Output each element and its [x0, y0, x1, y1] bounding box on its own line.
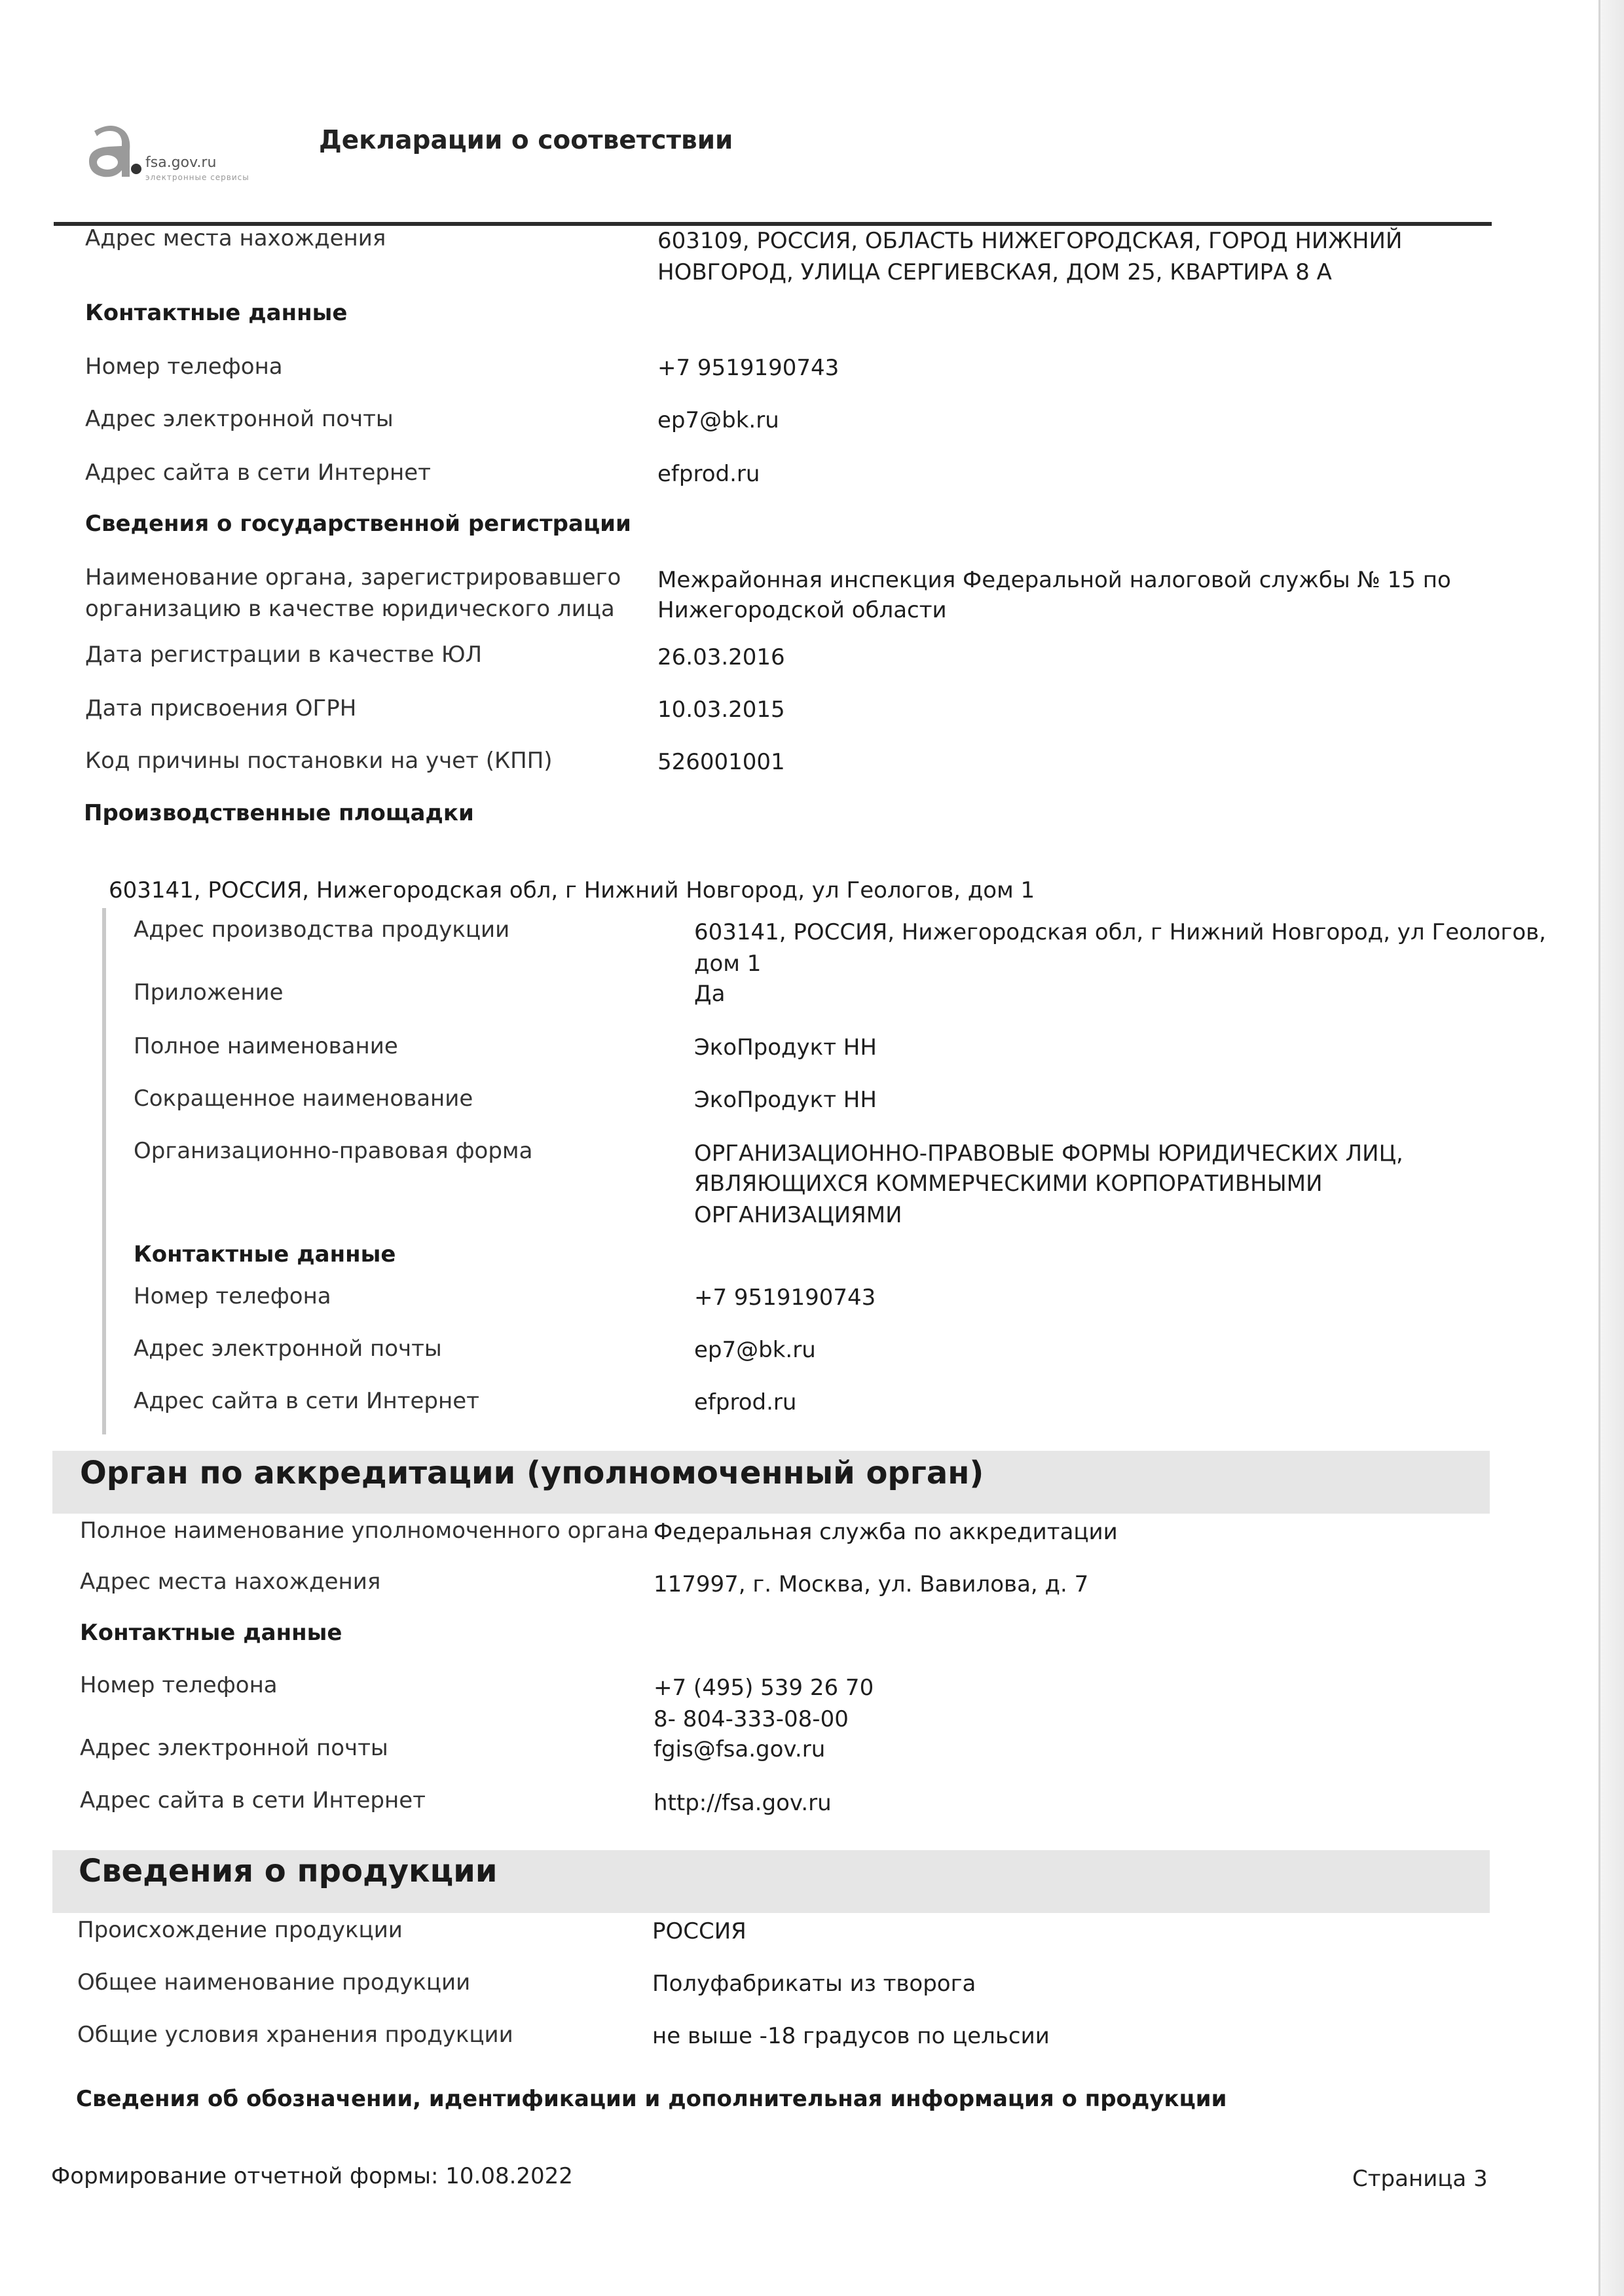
document-title: Декларации о соответствии: [319, 126, 733, 155]
reg-body-value-line1: Межрайонная инспекция Федеральной налоговой службы № 15 по: [657, 567, 1451, 593]
report-generation-date: Формирование отчетной формы: 10.08.2022: [51, 2163, 573, 2189]
accreditation-email-label: Адрес электронной почты: [80, 1735, 388, 1761]
short-name-value: ЭкоПродукт НН: [694, 1087, 877, 1113]
accreditation-name-value: Федеральная служба по аккредитации: [654, 1519, 1118, 1545]
address-value-line1: 603109, РОССИЯ, ОБЛАСТЬ НИЖЕГОРОДСКАЯ, ГОРОД НИЖНИЙ: [657, 228, 1403, 254]
production-contacts-heading: Контактные данные: [134, 1241, 396, 1267]
accreditation-name-label: Полное наименование уполномоченного органа: [80, 1518, 649, 1544]
appendix-label: Приложение: [134, 979, 284, 1006]
address-value-line2: НОВГОРОД, УЛИЦА СЕРГИЕВСКАЯ, ДОМ 25, КВАРТИРА 8 А: [657, 259, 1332, 285]
production-address-line2: дом 1: [694, 951, 762, 977]
kpp-label: Код причины постановки на учет (КПП): [85, 748, 553, 774]
product-origin-value: РОССИЯ: [652, 1918, 747, 1944]
production-site-title: 603141, РОССИЯ, Нижегородская обл, г Нижний Новгород, ул Геологов, дом 1: [109, 877, 1035, 903]
reg-date-label: Дата регистрации в качестве ЮЛ: [85, 642, 483, 668]
appendix-value: Да: [694, 981, 726, 1007]
legal-form-line1: ОРГАНИЗАЦИОННО-ПРАВОВЫЕ ФОРМЫ ЮРИДИЧЕСКИХ ЛИЦ,: [694, 1140, 1403, 1167]
product-general-name-value: Полуфабрикаты из творога: [652, 1971, 976, 1997]
accreditation-section-title: Орган по аккредитации (уполномоченный орган): [80, 1455, 984, 1491]
phone-value: +7 9519190743: [657, 355, 840, 381]
product-designation-heading: Сведения об обозначении, идентификации и дополнительная информация о продукции: [76, 2086, 1227, 2112]
accreditation-phone-label: Номер телефона: [80, 1672, 278, 1698]
production-address-label: Адрес производства продукции: [134, 917, 510, 943]
contacts-heading: Контактные данные: [85, 300, 348, 326]
accreditation-site-label: Адрес сайта в сети Интернет: [80, 1787, 426, 1813]
legal-form-line3: ОРГАНИЗАЦИЯМИ: [694, 1202, 902, 1228]
accreditation-phone-value-2: 8- 804-333-08-00: [654, 1706, 849, 1732]
page-number: Страница 3: [1352, 2166, 1488, 2192]
production-site-url-value: efprod.ru: [694, 1389, 797, 1415]
accreditation-phone-value-1: +7 (495) 539 26 70: [654, 1675, 874, 1701]
full-name-value: ЭкоПродукт НН: [694, 1034, 877, 1061]
product-section-title: Сведения о продукции: [79, 1853, 498, 1889]
fsa-logo-icon: [83, 117, 141, 182]
ogrn-date-value: 10.03.2015: [657, 697, 785, 723]
address-label: Адрес места нахождения: [85, 225, 386, 251]
site-label: Адрес сайта в сети Интернет: [85, 460, 431, 486]
production-phone-label: Номер телефона: [134, 1283, 331, 1309]
reg-date-value: 26.03.2016: [657, 644, 785, 670]
production-sites-heading: Производственные площадки: [84, 800, 474, 826]
production-site-url-label: Адрес сайта в сети Интернет: [134, 1388, 479, 1414]
full-name-label: Полное наименование: [134, 1033, 398, 1059]
accreditation-address-value: 117997, г. Москва, ул. Вавилова, д. 7: [654, 1571, 1089, 1597]
accreditation-site-value: http://fsa.gov.ru: [654, 1790, 832, 1816]
reg-body-label-line1: Наименование органа, зарегистрировавшего: [85, 564, 621, 591]
short-name-label: Сокращенное наименование: [134, 1085, 473, 1112]
accreditation-email-value: fgis@fsa.gov.ru: [654, 1736, 826, 1762]
production-phone-value: +7 9519190743: [694, 1285, 876, 1311]
accreditation-address-label: Адрес места нахождения: [80, 1569, 381, 1595]
product-general-name-label: Общее наименование продукции: [77, 1969, 471, 1995]
product-origin-label: Происхождение продукции: [77, 1917, 403, 1943]
accreditation-contacts-heading: Контактные данные: [80, 1620, 342, 1646]
product-storage-label: Общие условия хранения продукции: [77, 2022, 513, 2048]
legal-form-label: Организационно-правовая форма: [134, 1138, 533, 1164]
product-storage-value: не выше -18 градусов по цельсии: [652, 2023, 1050, 2049]
production-email-label: Адрес электронной почты: [134, 1336, 442, 1362]
kpp-value: 526001001: [657, 749, 785, 775]
reg-body-label-line2: организацию в качестве юридического лица: [85, 596, 615, 622]
phone-label: Номер телефона: [85, 354, 283, 380]
registration-heading: Сведения о государственной регистрации: [85, 511, 631, 537]
production-email-value: ep7@bk.ru: [694, 1337, 816, 1363]
email-value: ep7@bk.ru: [657, 407, 779, 433]
production-address-line1: 603141, РОССИЯ, Нижегородская обл, г Нижний Новгород, ул Геологов,: [694, 919, 1546, 945]
production-site-bar: [102, 908, 106, 1434]
email-label: Адрес электронной почты: [85, 406, 394, 432]
legal-form-line2: ЯВЛЯЮЩИХСЯ КОММЕРЧЕСКИМИ КОРПОРАТИВНЫМИ: [694, 1171, 1323, 1197]
ogrn-date-label: Дата присвоения ОГРН: [85, 695, 357, 721]
logo-subtitle: электронные сервисы: [145, 173, 249, 182]
reg-body-value-line2: Нижегородской области: [657, 597, 947, 623]
site-value: efprod.ru: [657, 461, 760, 487]
logo-text: fsa.gov.ru: [145, 155, 217, 171]
scanned-page-edge: [1598, 0, 1624, 2296]
